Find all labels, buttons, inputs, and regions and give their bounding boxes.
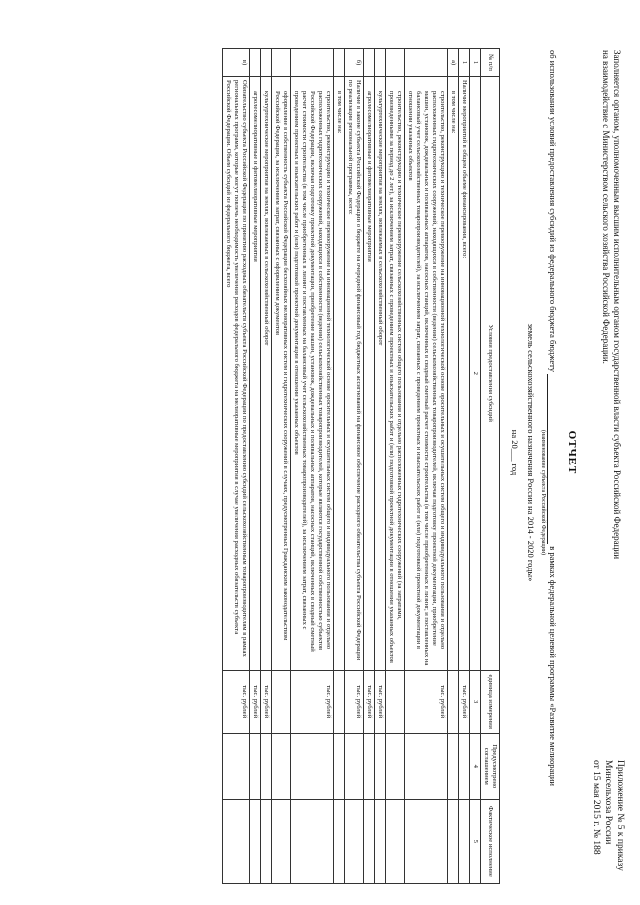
row-actual [364,799,375,883]
program-line: земель сельскохозяйственного назначения России на 2014 - 2020 годы» [526,323,536,582]
row-actual [291,799,334,883]
row-planned [386,733,405,799]
table-header-row [481,49,500,884]
row-unit: тыс. рублей [405,670,448,733]
row-planned [364,733,375,799]
row-unit: тыс. рублей [459,670,470,733]
row-actual [448,799,459,883]
row-num [261,49,272,77]
col-number: 2 [470,77,481,671]
row-planned [405,733,448,799]
row-planned [375,733,386,799]
row-condition: Обязательство субъекта Российской Федерации по принятию расходных обязательств субъекта Российской Федерации по предоставлению субсидий сельскохозяйственным товаропроизводителям в рамках региональных программ, которые могут повлечь необходимость увеличения расходов федерального бюджета на мелиоративные мероприятия в случае увеличения расходных обязательств субъекта Российской Федерации. Объем субсидий из федерального бюджета, всего [223,77,250,671]
table-row [261,49,272,884]
report-subject-line [540,50,558,880]
row-actual [261,799,272,883]
col-number: 1 [470,49,481,77]
row-actual [250,799,261,883]
row-actual [223,799,250,883]
row-num [405,49,448,77]
header-condition: Условия предоставления субсидий [481,77,500,671]
table-row [364,49,375,884]
table-row [250,49,261,884]
header-num: № п/п [481,49,500,77]
row-unit: тыс. рублей [375,670,386,733]
order-date-label: от 15 мая 2015 г. № 188 [591,760,601,855]
table-row [448,49,459,884]
line1-suffix: в рамках федеральной целевой программы «Развитие мелиорации [548,546,558,786]
row-planned [291,733,334,799]
row-planned [250,733,261,799]
row-actual [334,799,345,883]
row-num: в) [223,49,250,77]
row-num [375,49,386,77]
row-condition: оформление в собственность субъекта Российской Федерации бесхозяйных мелиоративных систем и гидротехнических сооружений в случаях, предусмотренных Гражданским законодательством Российской Федерации, за исключением затрат, связанных с оформлением документов [272,77,291,671]
row-condition: агролесомелиоративные и фитомелиоративные мероприятия [364,77,375,671]
row-actual [459,799,470,883]
row-condition: в том числе на: [334,77,345,671]
col-number: 3 [470,670,481,733]
table-row [272,49,291,884]
table-row [334,49,345,884]
header-planned: Предусмотрено соглашением [481,733,500,799]
row-actual [386,799,405,883]
report-title: ОТЧЕТ [566,430,578,475]
table-row [291,49,334,884]
table-row [345,49,364,884]
row-num: а) [448,49,459,77]
row-num [364,49,375,77]
row-planned [223,733,250,799]
row-actual [272,799,291,883]
row-unit [334,670,345,733]
row-unit: тыс. рублей [291,670,334,733]
row-num: б) [345,49,364,77]
row-condition: агролесомелиоративные и фитомелиоративные мероприятия [250,77,261,671]
row-condition: в том числе на: [448,77,459,671]
row-condition: Наличие в законе субъекта Российской Федерации о бюджете на очередной финансовый год бюджетных ассигнований на финансовое обеспечение расходного обязательства субъекта Российской Федерации по реализации региональной программы, всего: [345,77,364,671]
row-condition: культуртехнические мероприятия на землях, вовлекаемых в сельскохозяйственный оборот [375,77,386,671]
row-actual [405,799,448,883]
table-row [223,49,250,884]
table-body [223,49,470,884]
appendix-label: Приложение № 5 к приказу [615,760,625,871]
row-unit [386,670,405,733]
row-num: 1 [459,49,470,77]
row-planned [334,733,345,799]
row-num [386,49,405,77]
row-num [291,49,334,77]
row-unit [272,670,291,733]
row-planned [261,733,272,799]
row-condition: строительство, реконструкцию и техническое перевооружение на инновационной технологической основе оросительных и осушительных систем общего и индивидуального пользования и отдельно расположенных гидротехнических сооружений, находящихся в собственности (ведении) сельскохозяйственных товаропроизводителей, включая подготовку проектной документации, приобретение машин, установок, дождевальных и поливальных аппаратов, насосных станций, включенных в сводный сметный расчет стоимости строительства (в том числе приобретенных в лизинг, и поставленных на балансовый учет сельскохозяйственных товаропроизводителей), за исключением затрат, связанных с проведением проектных и изыскательских работ и (или) подготовкой проектной документации в отношении указанных объектов [405,77,448,671]
row-num [272,49,291,77]
row-condition: культуртехнические мероприятия на землях, вовлекаемых в сельскохозяйственный оборот [261,77,272,671]
row-condition: строительство, реконструкцию и техническое перевооружение сельскохозяйственных систем общего пользования и отдельно расположенных гидротехнических сооружений (за затратами, произведенными за период до 2 лет), за исключением затрат, связанных с проведением проектных и изыскательских работ и (или) подготовкой проектной документации в отношении указанных объектов [386,77,405,671]
row-condition: Наличие мероприятий в общем объеме финансирования, всего: [459,77,470,671]
row-unit: тыс. рублей [364,670,375,733]
row-actual [345,799,364,883]
table-row [405,49,448,884]
column-number-row [470,49,481,884]
row-planned [345,733,364,799]
row-actual [375,799,386,883]
subject-hint: (наименование субъекта Российской Федерации) [540,430,546,556]
row-num [250,49,261,77]
coordination-note: Заполняется органом, уполномоченным высшим исполнительным органом государственной власти субъекта Российской Федерации на взаимодействие с Министерством сельского хозяйства Российской Федерации. [601,50,622,560]
row-planned [448,733,459,799]
row-unit: тыс. рублей [261,670,272,733]
row-unit: тыс. рублей [223,670,250,733]
table-row [459,49,470,884]
ministry-label: Минсельхоза России [603,760,613,845]
header-actual: Фактическое исполнение [481,799,500,883]
row-unit [448,670,459,733]
row-planned [459,733,470,799]
header-unit: единица измерения [481,670,500,733]
row-planned [272,733,291,799]
year-line: на 20___ год [510,429,520,476]
row-unit: тыс. рублей [250,670,261,733]
row-unit: тыс. рублей [345,670,364,733]
col-number: 4 [470,733,481,799]
row-condition: строительство, реконструкцию и техническое перевооружение на инновационной технологической основе оросительных и осушительных систем общего и индивидуального пользования и отдельно расположенных гидротехнических сооружений, находящихся в собственности (ведении) сельскохозяйственных товаропроизводителей, которые являются государственной собственностью субъектов Российской Федерации, включая подготовку проектной документации, приобретение машин, установок, дождевальных и поливальных аппаратов, насосных станций, включенных в сводный сметный расчет стоимости строительства (в том числе приобретенных в лизинг и поставленных на балансовый учет сельскохозяйственных товаропроизводителей), за исключением затрат, связанных с проведением проектных и изыскательских работ и (или) подготовкой проектной документации в отношении указанных объектов [291,77,334,671]
table-row [386,49,405,884]
line1-prefix: об использовании условий предоставления субсидий из федерального бюджета бюджету [548,50,558,372]
col-number: 5 [470,799,481,883]
row-num [334,49,345,77]
subject-blank [547,374,558,544]
appendix-header [590,760,626,890]
report-table [222,48,500,884]
table-row [375,49,386,884]
